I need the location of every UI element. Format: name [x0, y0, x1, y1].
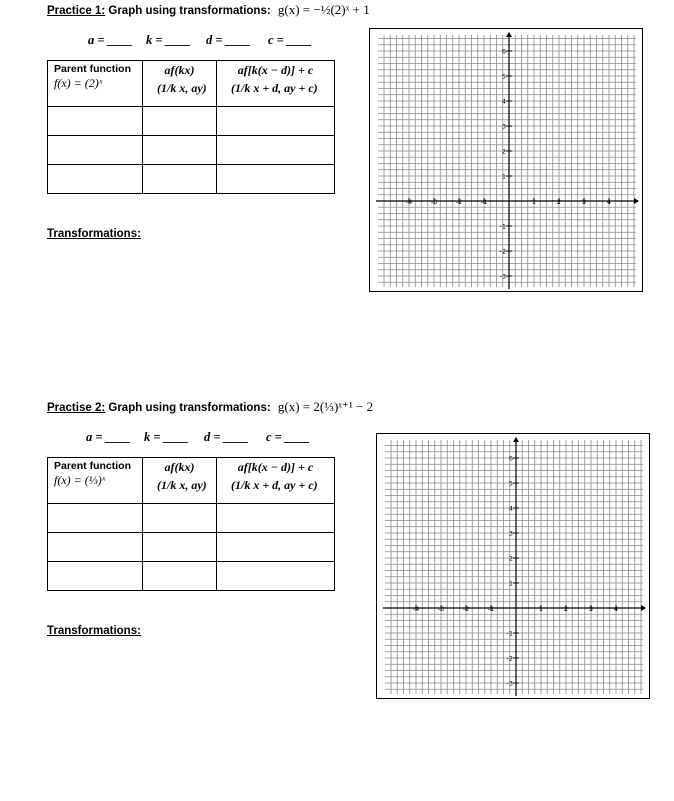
x-tick-label: 3	[588, 605, 594, 613]
table-row	[48, 107, 335, 136]
x-tick-label: 3	[581, 198, 587, 206]
full-transform-header	[217, 61, 335, 107]
grid-svg	[377, 434, 651, 700]
full-transform-header	[217, 458, 335, 504]
y-tick-label: -1	[499, 222, 506, 231]
parent-function-title: Parent function	[54, 460, 132, 472]
table-row	[48, 504, 335, 533]
grid-lines	[378, 35, 636, 287]
param-k[interactable]: k = ____	[144, 430, 189, 444]
y-tick-label: 4	[501, 97, 506, 106]
y-tick-label: 1	[501, 172, 506, 181]
y-axis-arrow-icon	[513, 437, 519, 442]
y-tick-label: 2	[501, 147, 506, 156]
y-tick-label: 3	[501, 122, 506, 131]
table-row	[48, 165, 335, 194]
y-tick-label: 3	[508, 529, 513, 538]
af-kx-mapping: (1/k x, ay)	[157, 81, 207, 95]
table-header-row	[48, 458, 335, 504]
y-tick-label: -2	[506, 654, 513, 663]
table-cell[interactable]	[217, 107, 335, 136]
parent-function-formula: f(x) = (2)ˣ	[54, 76, 103, 90]
param-a[interactable]: a = ____	[88, 33, 133, 47]
y-tick-label: 6	[501, 47, 506, 56]
table-cell[interactable]	[48, 504, 143, 533]
af-kx-title: af(kx)	[164, 63, 195, 77]
param-a[interactable]: a = ____	[86, 430, 131, 444]
af-kx-mapping: (1/k x, ay)	[157, 478, 207, 492]
x-tick-label: 4	[606, 198, 612, 206]
full-transform-title: af[k(x − d)] + c	[237, 460, 314, 474]
practice-2-heading	[47, 399, 373, 415]
y-tick-label: 1	[508, 579, 513, 588]
table-cell[interactable]	[217, 562, 335, 591]
table-cell[interactable]	[217, 165, 335, 194]
x-tick-label: -1	[480, 198, 488, 206]
table-cell[interactable]	[48, 136, 143, 165]
x-tick-label: -2	[462, 605, 470, 613]
table-header-row	[48, 61, 335, 107]
param-d[interactable]: d = ____	[204, 430, 249, 444]
af-kx-header	[143, 458, 217, 504]
parent-function-header	[48, 61, 143, 107]
table-cell[interactable]	[217, 136, 335, 165]
y-tick-label: -2	[499, 247, 506, 256]
transformation-table	[47, 60, 335, 194]
table-cell[interactable]	[48, 165, 143, 194]
parent-function-title: Parent function	[54, 63, 132, 75]
transformation-table	[47, 457, 335, 591]
y-tick-label: -1	[506, 629, 513, 638]
table-row	[48, 562, 335, 591]
practice-2-section	[0, 397, 674, 727]
full-transform-mapping: (1/k x + d, ay + c)	[231, 81, 318, 95]
full-transform-mapping: (1/k x + d, ay + c)	[231, 478, 318, 492]
grid-lines	[385, 440, 643, 694]
x-axis-arrow-icon	[641, 605, 646, 611]
y-axis-arrow-icon	[506, 32, 512, 37]
x-tick-label: 2	[556, 198, 562, 206]
x-tick-label: 1	[531, 198, 537, 206]
table-cell[interactable]	[48, 107, 143, 136]
param-d[interactable]: d = ____	[206, 33, 251, 47]
param-k[interactable]: k = ____	[146, 33, 191, 47]
coordinate-grid[interactable]	[376, 433, 650, 699]
transformations-label: Transformations:	[47, 625, 141, 637]
table-cell[interactable]	[143, 136, 217, 165]
x-tick-label: -4	[412, 605, 420, 613]
parameter-blanks	[88, 430, 328, 446]
x-tick-label: 2	[563, 605, 569, 613]
table-cell[interactable]	[217, 504, 335, 533]
x-tick-label: 4	[613, 605, 619, 613]
table-cell[interactable]	[143, 562, 217, 591]
parameter-blanks	[88, 33, 328, 49]
y-tick-label: -3	[499, 272, 506, 281]
y-tick-label: 5	[508, 479, 513, 488]
table-cell[interactable]	[143, 504, 217, 533]
table-row	[48, 533, 335, 562]
table-cell[interactable]	[143, 533, 217, 562]
practice-1-instruction: Graph using transformations:	[108, 5, 271, 17]
practice-2-label: Practise 2:	[47, 402, 106, 414]
practice-2-instruction: Graph using transformations:	[108, 402, 271, 414]
coordinate-grid[interactable]	[369, 28, 643, 292]
param-c[interactable]: c = ____	[268, 33, 312, 47]
practice-1-heading	[47, 2, 370, 18]
practice-1-label: Practice 1:	[47, 5, 106, 17]
y-tick-label: 4	[508, 504, 513, 513]
x-tick-label: -3	[437, 605, 445, 613]
y-tick-label: 2	[508, 554, 513, 563]
grid-svg	[370, 29, 644, 293]
af-kx-header	[143, 61, 217, 107]
practice-2-equation: g(x) = 2(⅓)ˣ⁺¹ − 2	[277, 399, 374, 414]
parent-function-formula: f(x) = (⅓)ˣ	[54, 473, 106, 487]
parent-function-header	[48, 458, 143, 504]
x-tick-label: -2	[455, 198, 463, 206]
transformations-label: Transformations:	[47, 228, 141, 240]
y-tick-label: 5	[501, 72, 506, 81]
x-axis-arrow-icon	[634, 198, 639, 204]
practice-1-section	[0, 0, 674, 330]
af-kx-title: af(kx)	[164, 460, 195, 474]
x-tick-label: -1	[487, 605, 495, 613]
y-tick-label: 6	[508, 454, 513, 463]
table-cell[interactable]	[48, 562, 143, 591]
param-c[interactable]: c = ____	[266, 430, 310, 444]
table-row	[48, 136, 335, 165]
full-transform-title: af[k(x − d)] + c	[237, 63, 314, 77]
x-tick-label: -3	[430, 198, 438, 206]
table-cell[interactable]	[143, 165, 217, 194]
table-cell[interactable]	[143, 107, 217, 136]
table-cell[interactable]	[48, 533, 143, 562]
x-tick-label: -4	[405, 198, 413, 206]
y-tick-label: -3	[506, 679, 513, 688]
x-tick-label: 1	[538, 605, 544, 613]
table-cell[interactable]	[217, 533, 335, 562]
practice-1-equation: g(x) = −½(2)ˣ + 1	[277, 2, 370, 17]
